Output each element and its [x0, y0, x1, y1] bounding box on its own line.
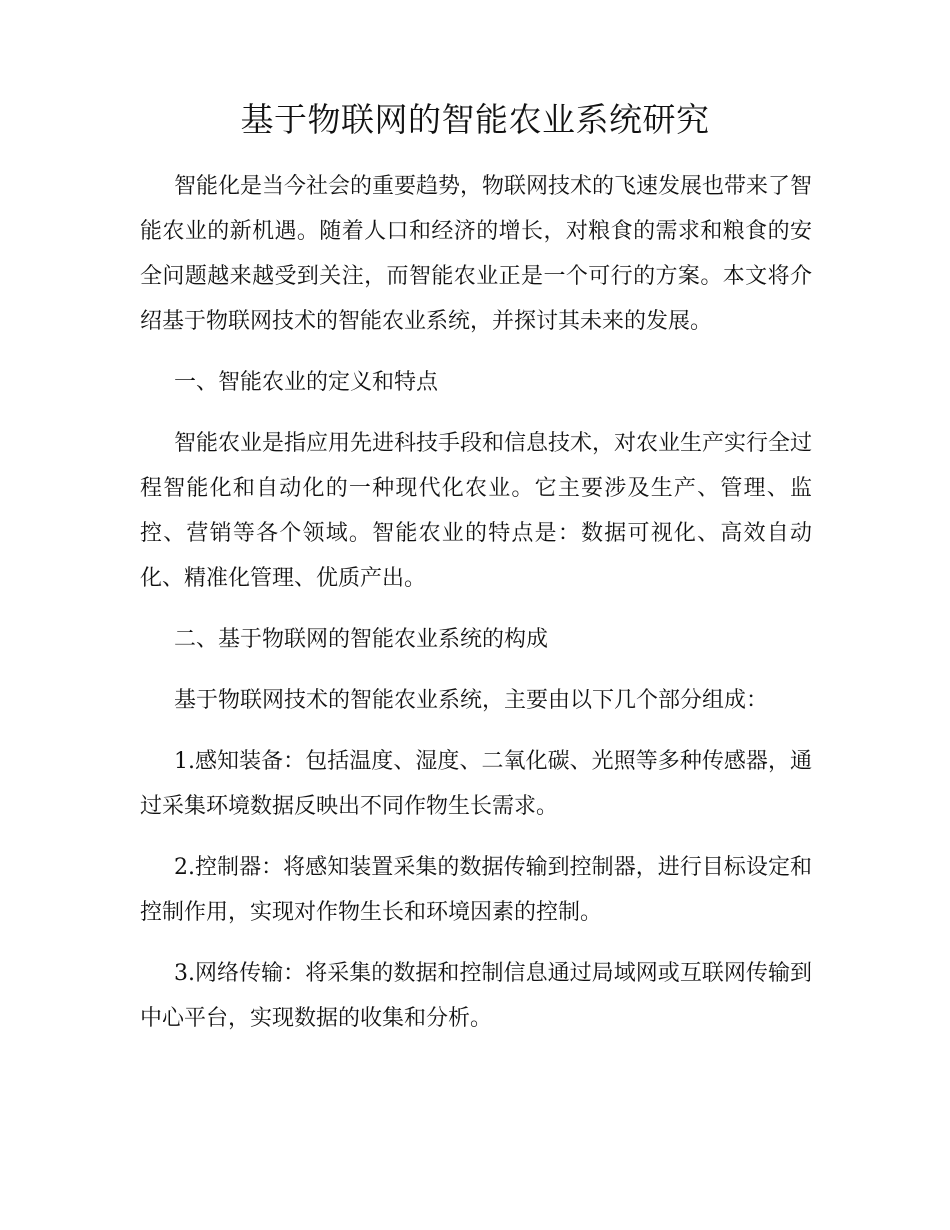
list-item-controller: 2.控制器：将感知装置采集的数据传输到控制器，进行目标设定和控制作用，实现对作物生长和环境因素的控制。: [140, 855, 812, 925]
document-body: [140, 164, 812, 1057]
definition-paragraph: 智能农业是指应用先进科技手段和信息技术，对农业生产实行全过程智能化和自动化的一种现代化农业。它主要涉及生产、管理、监控、营销等各个领域。智能农业的特点是：数据可视化、高效自动化、精准化管理、优质产出。: [140, 431, 813, 591]
document-title: 基于物联网的智能农业系统研究: [240, 100, 710, 139]
composition-intro-paragraph: 基于物联网技术的智能农业系统，主要由以下几个部分组成：: [174, 688, 769, 713]
intro-paragraph: 智能化是当今社会的重要趋势，物联网技术的飞速发展也带来了智能农业的新机遇。随着人口和经济的增长，对粮食的需求和粮食的安全问题越来越受到关注，而智能农业正是一个可行的方案。本文将介绍基于物联网技术的智能农业系统，并探讨其未来的发展。: [140, 174, 813, 334]
list-item-sensing: 1.感知装备：包括温度、湿度、二氧化碳、光照等多种传感器，通过采集环境数据反映出不同作物生长需求。: [140, 749, 812, 819]
list-item-network: 3.网络传输：将采集的数据和控制信息通过局域网或互联网传输到中心平台，实现数据的收集和分析。: [140, 961, 812, 1031]
section-heading-1: 一、智能农业的定义和特点: [174, 370, 439, 395]
section-heading-2: 二、基于物联网的智能农业系统的构成: [174, 627, 549, 652]
